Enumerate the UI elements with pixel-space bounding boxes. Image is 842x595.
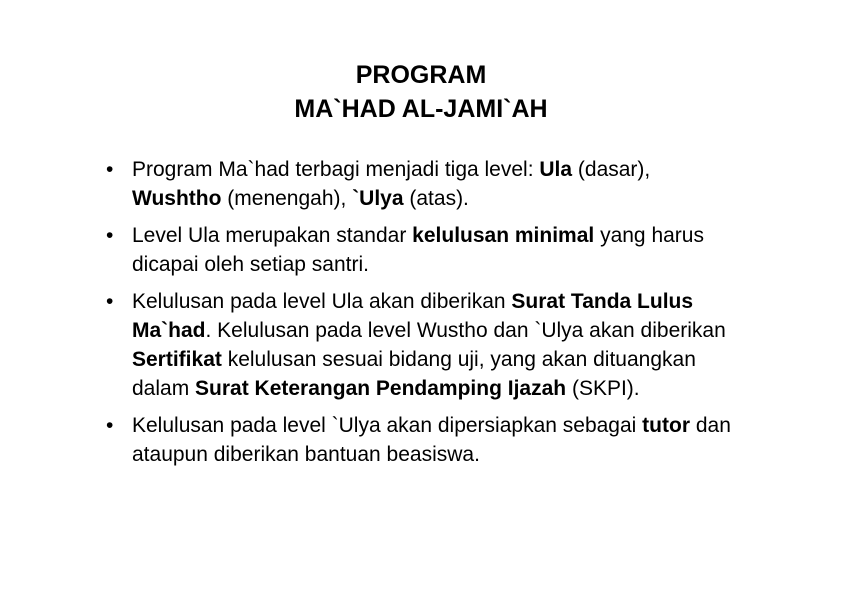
text: Level Ula merupakan standar	[132, 224, 413, 247]
bold-text: Surat Keterangan Pendamping Ijazah	[195, 377, 567, 400]
slide-title	[0, 58, 842, 126]
text: (dasar),	[572, 158, 651, 181]
text: (menengah),	[221, 187, 353, 210]
bullet-item-certificates	[104, 287, 744, 403]
text: Kelulusan pada level `Ulya akan dipersiapkan sebagai	[132, 414, 643, 437]
bold-text: `Ulya	[352, 187, 404, 210]
bold-text: Ula	[539, 158, 573, 181]
bullet-item-tutor	[104, 411, 744, 469]
text: Kelulusan pada level Ula akan diberikan	[132, 290, 512, 313]
text: kelulusan sesuai bidang uji, yang akan dituangkan dalam	[132, 348, 696, 400]
bold-text: kelulusan minimal	[412, 224, 595, 247]
bullet-list	[104, 155, 744, 477]
title-line-1: PROGRAM	[355, 61, 487, 89]
text: (atas).	[403, 187, 469, 210]
text: (SKPI).	[566, 377, 640, 400]
text: Program Ma`had terbagi menjadi tiga level:	[132, 158, 540, 181]
bullet-item-minimum-standard	[104, 221, 744, 279]
text: dan ataupun diberikan bantuan beasiswa.	[132, 414, 731, 466]
text: yang harus dicapai oleh setiap santri.	[132, 224, 704, 276]
text: . Kelulusan pada level Wustho dan `Ulya akan diberikan	[205, 319, 726, 342]
bullet-item-levels	[104, 155, 744, 213]
title-line-2: MA`HAD AL-JAMI`AH	[294, 95, 548, 123]
bold-text: tutor	[642, 414, 690, 437]
bold-text: Sertifikat	[132, 348, 222, 371]
bold-text: Surat Tanda Lulus Ma`had	[132, 290, 694, 342]
bold-text: Wushtho	[132, 187, 222, 210]
